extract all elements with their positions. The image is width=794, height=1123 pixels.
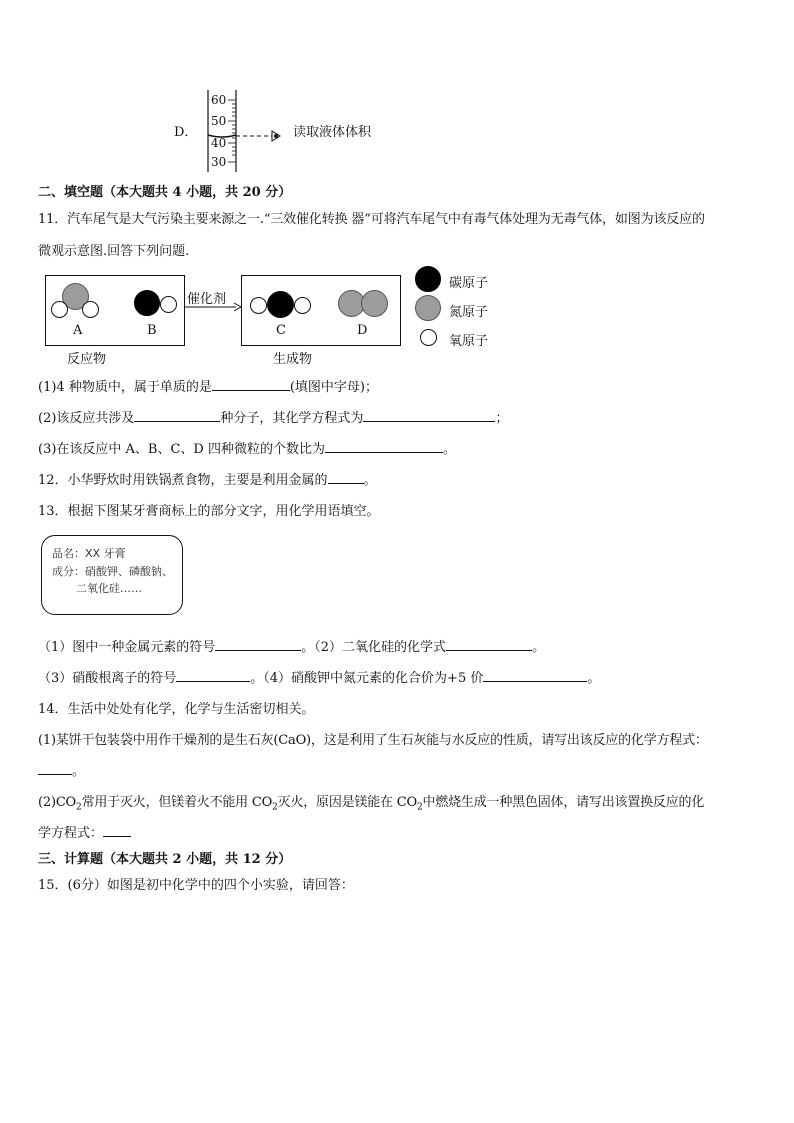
label-b: B	[147, 323, 157, 338]
q11-part2	[38, 407, 508, 426]
toothpaste-ingredients: 成分：硝酸钾、磷酸钠、	[52, 565, 173, 578]
cylinder-tick-40: 40	[211, 136, 227, 150]
q11-part1-note: (填图中字母)；	[289, 380, 378, 395]
q13-s4-end: 。	[587, 671, 601, 686]
q11-part1	[38, 376, 378, 395]
cylinder-tick-30: 30	[211, 155, 227, 169]
legend-carbon-icon	[415, 266, 441, 292]
section2-heading: 二、填空题（本大题共 4 小题，共 20 分）	[38, 185, 292, 200]
co2-subscript: 2	[272, 802, 278, 813]
q13-s2-text: 。（2）二氧化硅的化学式	[301, 640, 447, 655]
q11-part1-text: (1)4 种物质中，属于单质的是	[38, 380, 212, 395]
q11-part2-text: (2)该反应共涉及	[38, 411, 135, 426]
legend-oxygen-icon	[420, 329, 437, 346]
q11-part3	[38, 438, 456, 457]
q14-part2-blank[interactable]	[103, 824, 131, 837]
q12-end: 。	[363, 473, 377, 488]
q14-text: 14．生活中处处有化学，化学与生活密切相关。	[38, 702, 315, 717]
q14-part2	[38, 791, 704, 813]
q13-text: 13．根据下图某牙膏商标上的部分文字，用化学用语填空。	[38, 504, 380, 519]
section3-heading: 三、计算题（本大题共 2 小题，共 12 分）	[38, 852, 292, 867]
q11-part2-end: ；	[495, 411, 509, 426]
reactants-caption: 反应物	[67, 352, 107, 367]
label-d: D	[357, 323, 368, 338]
q13-s3-text: （3）硝酸根离子的符号	[38, 671, 177, 686]
q15-text: 15．(6分）如图是初中化学中的四个小实验，请回答：	[38, 878, 354, 893]
q11-line1: 11．汽车尾气是大气污染主要来源之一.“三效催化转换 器”可将汽车尾气中有毒气体处理为无毒气体，如图为该反应的	[38, 212, 705, 227]
q11-part3-end: 。	[443, 442, 457, 457]
q13-s2-end: 。	[532, 640, 546, 655]
q11-part3-blank[interactable]	[325, 440, 443, 453]
molecule-a-oxygen-left	[51, 301, 68, 318]
q13-subparts-2	[38, 667, 600, 686]
molecule-c-carbon	[267, 291, 294, 318]
q12-blank[interactable]	[328, 471, 364, 484]
q14-part1-end: 。	[72, 764, 86, 779]
legend-nitrogen-icon	[415, 295, 441, 321]
toothpaste-name: 品名：XX 牙膏	[52, 547, 126, 560]
q14-part1-blank[interactable]	[38, 762, 72, 775]
option-d-caption: 读取液体体积	[293, 125, 372, 140]
q14-part1: (1)某饼干包装袋中用作干燥剂的是生石灰(CaO)，这是利用了生石灰能与水反应的性质，请写出该反应的化学方程式：	[38, 733, 708, 748]
molecule-c-oxygen-right	[294, 297, 311, 314]
q12-text: 12．小华野炊时用铁锅煮食物，主要是利用金属的	[38, 473, 328, 488]
toothpaste-label-box	[41, 535, 183, 615]
q13-s1-blank[interactable]	[215, 638, 301, 651]
arrow-label-catalyst: 催化剂	[187, 292, 227, 307]
products-caption: 生成物	[273, 352, 313, 367]
q14-p2-b: 常用于灭火，但镁着火不能用 CO	[81, 795, 273, 810]
legend-carbon-label: 碳原子	[449, 276, 489, 291]
cylinder-tick-60: 60	[211, 93, 227, 107]
molecule-d-nitrogen-right	[361, 290, 388, 317]
molecule-b-oxygen	[160, 296, 177, 313]
q14-part2-line2	[38, 822, 131, 841]
q11-line2: 微观示意图.回答下列问题.	[38, 244, 190, 259]
legend-nitrogen-label: 氮原子	[449, 305, 489, 320]
q11-part2-blank1[interactable]	[134, 409, 220, 422]
label-a: A	[73, 323, 83, 338]
molecule-a-oxygen-right	[82, 301, 99, 318]
q11-part3-text: (3)在该反应中 A、B、C、D 四种微粒的个数比为	[38, 442, 325, 457]
q13-s3-blank[interactable]	[176, 669, 250, 682]
q11-part2-blank2[interactable]	[363, 409, 495, 422]
q14-p2-a: (2)CO	[38, 795, 77, 810]
option-d-letter: D．	[174, 125, 198, 140]
q13-s4-blank[interactable]	[483, 669, 587, 682]
toothpaste-ingredients-cont: 二氧化硅……	[76, 582, 142, 595]
q13-s2-blank[interactable]	[446, 638, 532, 651]
cylinder-tick-50: 50	[211, 114, 227, 128]
legend-oxygen-label: 氧原子	[449, 334, 489, 349]
reaction-arrow	[184, 301, 242, 313]
q14-p2-d: 中燃烧生成一种黑色固体，请写出该置换反应的化	[422, 795, 705, 810]
co2-subscript: 2	[416, 802, 423, 813]
co2-subscript: 2	[76, 802, 82, 813]
molecule-c-oxygen-left	[250, 297, 267, 314]
q13-s1-text: （1）图中一种金属元素的符号	[38, 640, 216, 655]
q11-part1-blank[interactable]	[212, 378, 290, 391]
q13-subparts-1	[38, 636, 545, 655]
q13-s4-text: 。（4）硝酸钾中氮元素的化合价为+5 价	[250, 671, 484, 686]
q14-p2-c: 灭火，原因是镁能在 CO	[277, 795, 417, 810]
q14-part1-answer	[38, 760, 85, 779]
label-c: C	[276, 323, 286, 338]
q11-part2-mid: 种分子，其化学方程式为	[220, 411, 364, 426]
molecule-b-carbon	[134, 290, 160, 316]
q12-line	[38, 469, 377, 488]
q14-p2-line2-text: 学方程式：	[38, 826, 104, 841]
